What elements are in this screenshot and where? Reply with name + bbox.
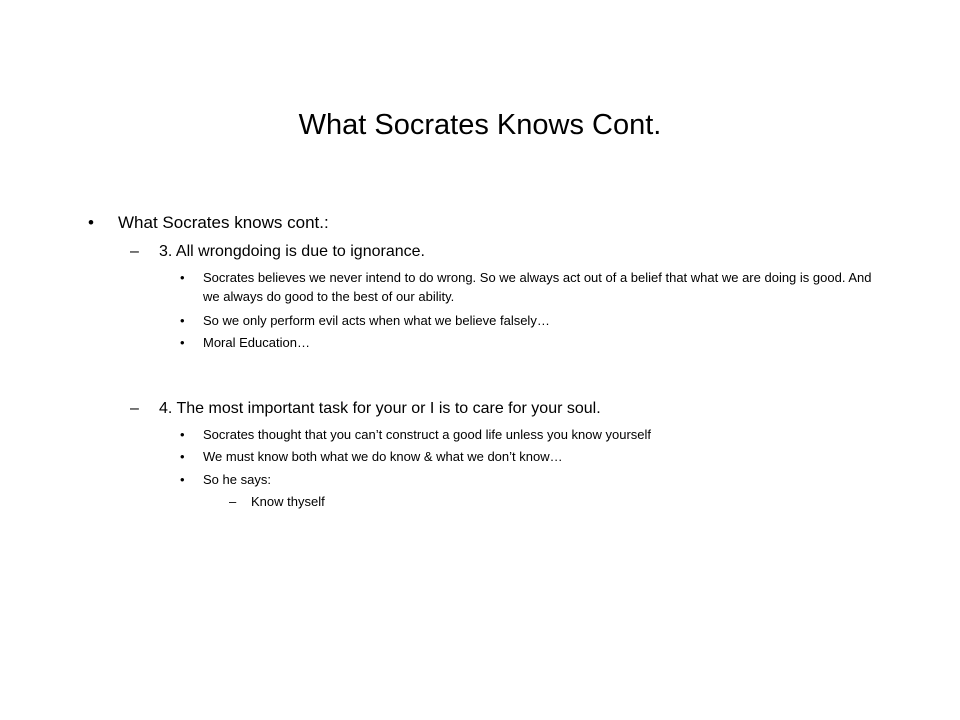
bullet-marker: •	[180, 449, 185, 464]
point-4-bullet-text: So he says:	[203, 472, 271, 487]
point-4-bullet	[180, 447, 883, 466]
point-4-bullet	[180, 425, 883, 444]
point-4-bullet-text: Socrates thought that you can’t construct a good life unless you know yourself	[203, 427, 652, 442]
dash-marker: –	[130, 400, 139, 417]
bullet-marker: •	[180, 313, 185, 328]
bullet-marker: •	[180, 335, 185, 350]
know-thyself-text: Know thyself	[251, 494, 325, 509]
dash-marker: –	[130, 243, 139, 260]
point-3-bullet	[180, 268, 883, 306]
point-3-bullet	[180, 311, 883, 330]
point-4-bullet-text: We must know both what we do know & what we don’t know…	[203, 449, 563, 464]
bullet-marker: •	[88, 213, 94, 232]
point-4-heading	[130, 398, 601, 420]
point-3-heading	[130, 241, 425, 263]
point-4-text: 4. The most important task for your or I is to care for your soul.	[159, 400, 601, 417]
slide-title: What Socrates Knows Cont.	[298, 109, 662, 141]
bullet-what-socrates-knows	[88, 212, 329, 234]
point-4-bullet	[180, 470, 883, 489]
bullet-marker: •	[180, 270, 185, 285]
point-3-text: 3. All wrongdoing is due to ignorance.	[159, 243, 425, 260]
point-3-bullet	[180, 333, 883, 352]
point-3-bullet-text: Moral Education…	[203, 335, 310, 350]
bullet-marker: •	[180, 472, 185, 487]
know-thyself-subitem	[229, 492, 325, 511]
point-3-bullet-text: Socrates believes we never intend to do wrong. So we always act out of a belief that what we are doing is good. And we always do good to the best of our ability.	[203, 270, 872, 304]
bullet-text: What Socrates knows cont.:	[118, 213, 329, 232]
bullet-marker: •	[180, 427, 185, 442]
point-3-bullet-text: So we only perform evil acts when what we believe falsely…	[203, 313, 550, 328]
dash-marker: –	[229, 494, 237, 509]
